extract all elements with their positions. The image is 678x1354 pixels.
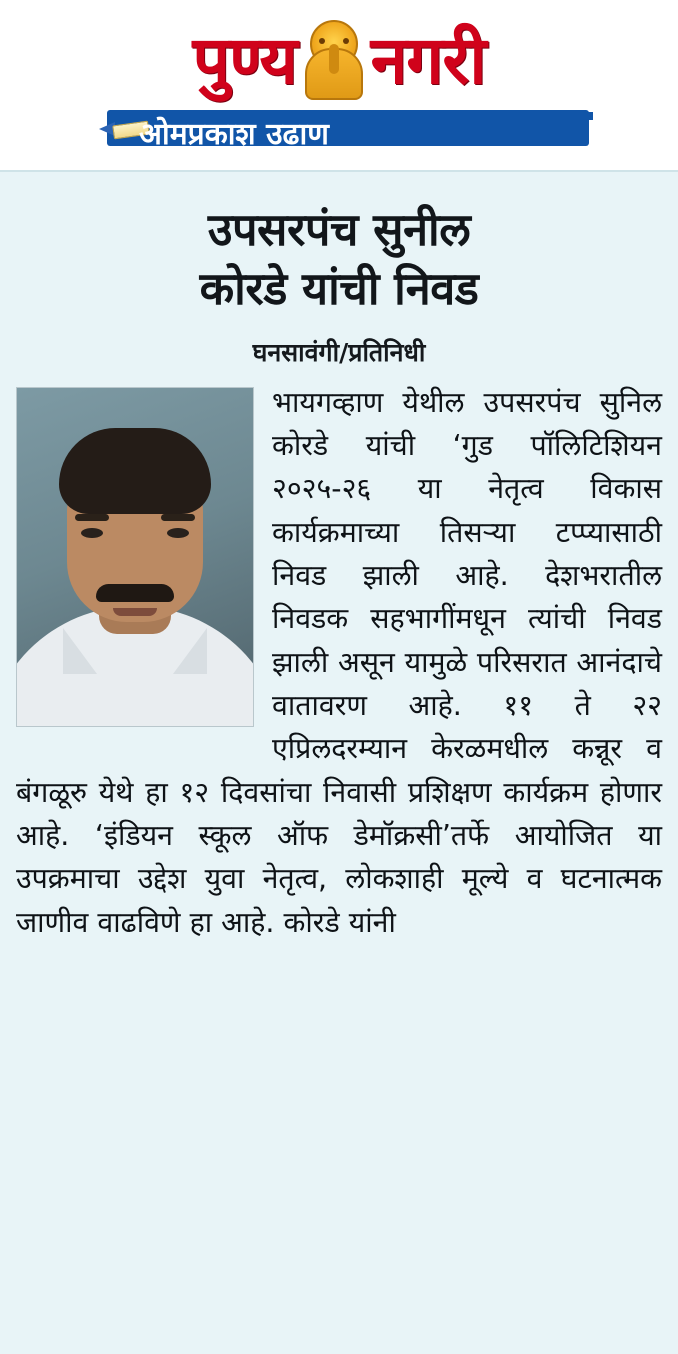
bottom-fade bbox=[0, 1328, 678, 1354]
ganesh-idol-icon bbox=[303, 18, 365, 104]
subbrand-banner bbox=[79, 106, 599, 152]
article-body bbox=[0, 170, 678, 1354]
subbrand-name: ओमप्रकाश उढाण bbox=[139, 117, 329, 152]
masthead-word-right: नगरी bbox=[370, 22, 486, 99]
article-byline: घनसावंगी/प्रतिनिधी bbox=[252, 337, 426, 367]
masthead-title bbox=[0, 0, 678, 104]
sunil-korde-portrait bbox=[16, 387, 254, 727]
headline-line-1: उपसरपंच सुनील bbox=[207, 203, 471, 256]
masthead-word-left: पुण्य bbox=[192, 22, 297, 99]
headline-line-2: कोरडे यांची निवड bbox=[199, 262, 479, 316]
article-paragraph: भायगव्हाण येथील उपसरपंच सुनिल कोरडे यांची ‘गुड पॉलिटिशियन २०२५-२६ या नेतृत्व विकास कार्यक्रमाच्या तिसऱ्या टप्प्यासाठी निवड झाली आहे. देशभरातील निवडक सहभागींमधून त्यांची निवड झाली असून यामुळे परिसरात आनंदाचे वातावरण आहे. ११ ते २२ एप्रिलदरम्यान केरळमधील कन्नूर व बंगळूरु येथे हा १२ दिवसांचा निवासी प्रशिक्षण कार्यक्रम होणार आहे. ‘इंडियन स्कूल ऑफ डेमॉक्रसी’तर्फे आयोजित या उपक्रमाचा उद्देश युवा नेतृत्व, लोकशाही मूल्ये व घटनात्मक जाणीव वाढविणे हा आहे. कोरडे यांनी bbox=[16, 385, 662, 939]
article-headline bbox=[0, 172, 678, 319]
newspaper-masthead bbox=[0, 0, 678, 170]
article-text-block bbox=[0, 381, 678, 944]
